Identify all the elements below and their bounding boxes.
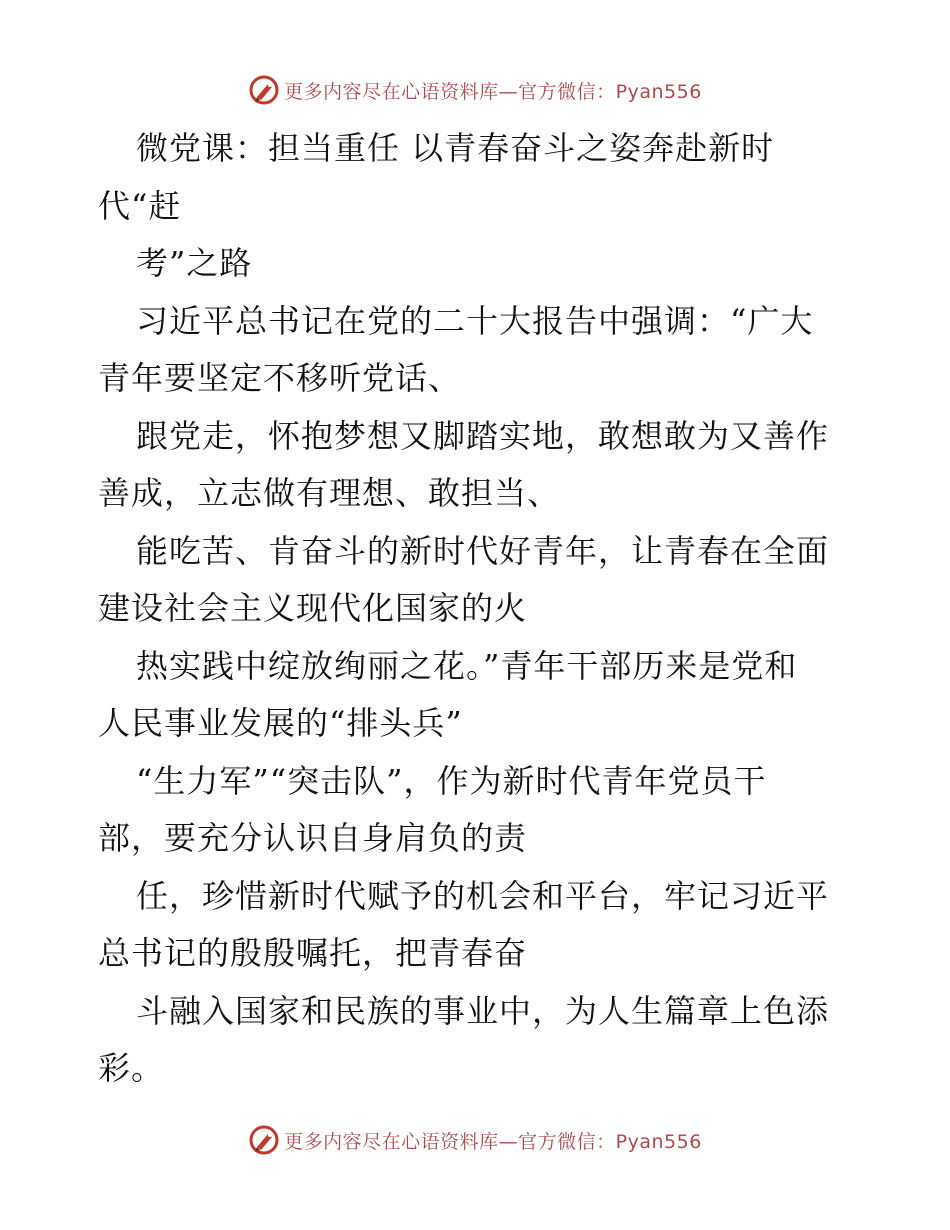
document-body <box>98 120 858 1098</box>
pen-logo-icon <box>248 74 280 106</box>
paragraph-line: 彩。 <box>98 1049 165 1087</box>
paragraph-line: 人民事业发展的“排头兵” <box>98 704 463 742</box>
header-banner <box>0 70 950 110</box>
title-line-2: 代“赶 <box>98 186 182 225</box>
paragraph-line: 斗融入国家和民族的事业中，为人生篇章上色添 <box>136 991 830 1030</box>
paragraph-line: 善成，立志做有理想、敢担当、 <box>98 474 561 512</box>
footer-banner <box>0 1120 950 1160</box>
header-banner-text: 更多内容尽在心语资料库—官方微信：Pyan556 <box>284 80 702 103</box>
pen-logo-icon <box>248 1124 280 1156</box>
paragraph-line: “生力军”“突击队”，作为新时代青年党员干 <box>136 761 767 800</box>
title-line-3: 考”之路 <box>136 244 253 282</box>
paragraph-line: 热实践中绽放绚丽之花。”青年干部历来是党和 <box>136 646 798 685</box>
footer-banner-text: 更多内容尽在心语资料库—官方微信：Pyan556 <box>284 1130 702 1153</box>
paragraph-line: 建设社会主义现代化国家的火 <box>98 589 528 627</box>
paragraph-line: 任，珍惜新时代赋予的机会和平台，牢记习近平 <box>136 876 830 915</box>
paragraph-line: 青年要坚定不移听党话、 <box>98 359 462 397</box>
paragraph-line: 部，要充分认识自身肩负的责 <box>98 819 528 857</box>
paragraph-line: 能吃苦、肯奋斗的新时代好青年，让青春在全面 <box>136 531 830 570</box>
paragraph-line: 总书记的殷殷嘱托，把青春奋 <box>98 934 528 972</box>
paragraph-line: 跟党走，怀抱梦想又脚踏实地，敢想敢为又善作 <box>136 416 830 455</box>
title-line-1: 微党课：担当重任 以青春奋斗之姿奔赴新时 <box>136 129 775 167</box>
paragraph-line: 习近平总书记在党的二十大报告中强调：“广大 <box>136 301 814 340</box>
